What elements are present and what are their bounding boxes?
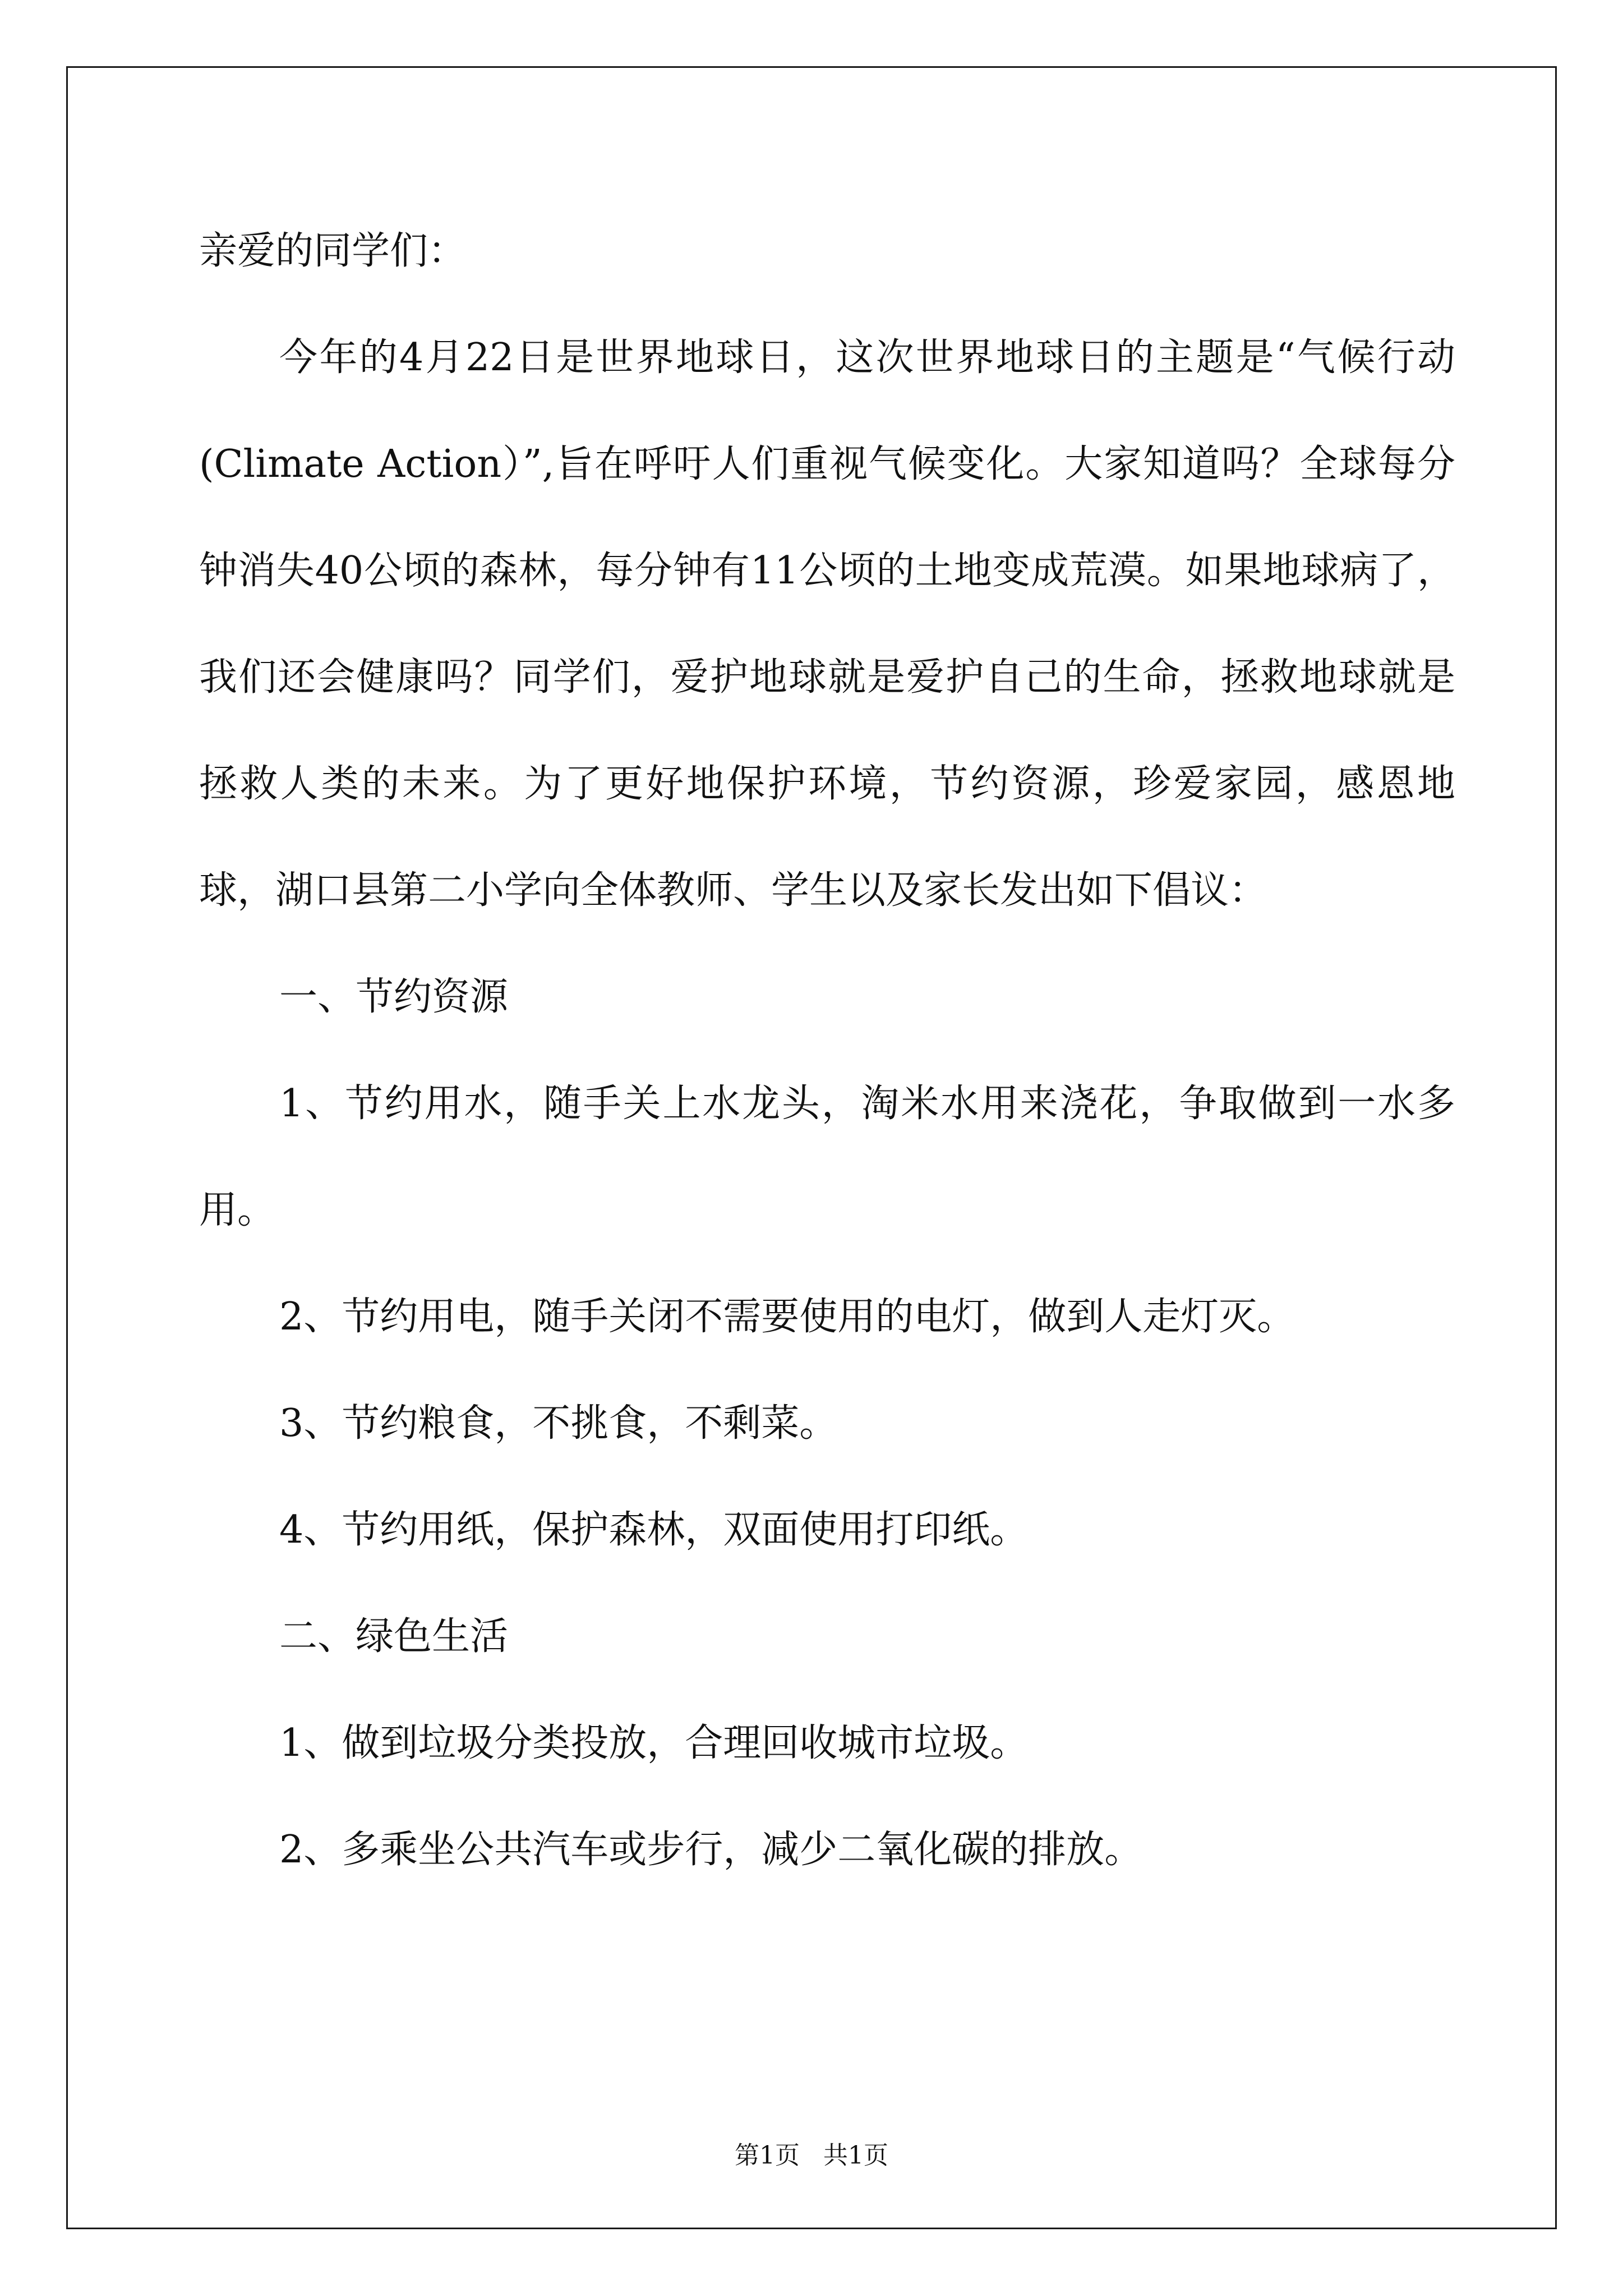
document-body [199, 198, 1455, 1903]
list-item: 2、节约用电，随手关闭不需要使用的电灯，做到人走灯灭。 [279, 1295, 1295, 1339]
page-number-footer: 第1页 共1页 [735, 2141, 888, 2170]
intro-paragraph: 今年的4月22日是世界地球日，这次世界地球日的主题是“气候行动(Climate Action）”,旨在呼吁人们重视气候变化。大家知道吗？全球每分钟消失40公顷的森林，每分钟有11公顷的土地变成荒漠。如果地球病了，我们还会健康吗？同学们，爱护地球就是爱护自己的生命，拯救地球就是拯救人类的未来。为了更好地保护环境，节约资源，珍爱家园，感恩地球，湖口县第二小学向全体教师、学生以及家长发出如下倡议： [199, 335, 1455, 913]
list-item: 1、节约用水，随手关上水龙头，淘米水用来浇花，争取做到一水多用。 [199, 1082, 1455, 1232]
section-heading-2: 二、绿色生活 [279, 1614, 509, 1659]
list-item: 3、节约粮食，不挑食，不剩菜。 [279, 1401, 838, 1446]
list-item: 1、做到垃圾分类投放，合理回收城市垃圾。 [279, 1721, 1029, 1765]
section-heading-1: 一、节约资源 [279, 975, 509, 1019]
salutation: 亲爱的同学们： [199, 229, 467, 273]
list-item: 2、多乘坐公共汽车或步行，减少二氧化碳的排放。 [279, 1828, 1143, 1872]
list-item: 4、节约用纸，保护森林，双面使用打印纸。 [279, 1508, 1029, 1552]
